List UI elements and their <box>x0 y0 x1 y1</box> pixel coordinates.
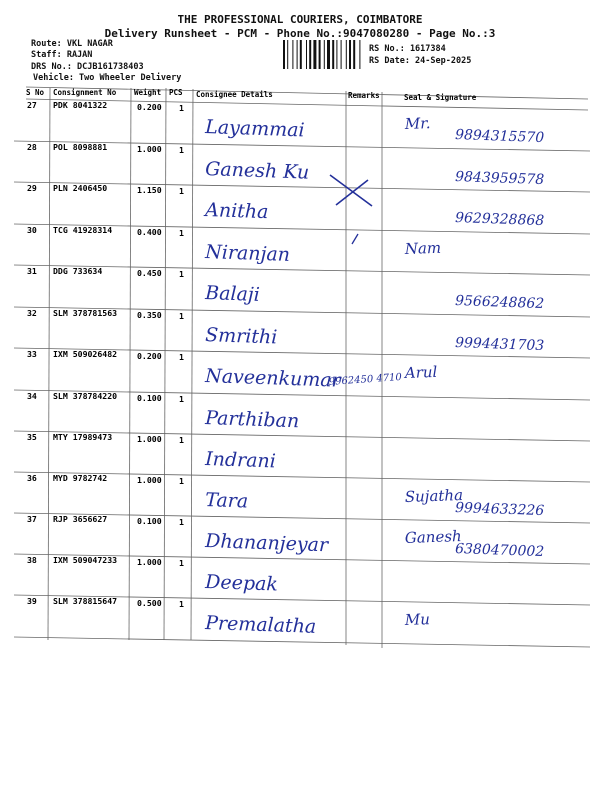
signature-handwritten: Mu <box>404 610 431 629</box>
col-header-consignment: Consignment No <box>53 88 117 97</box>
row-pcs: 1 <box>179 186 184 196</box>
consignee-name-handwritten: Layammai <box>204 116 305 142</box>
rs-date: RS Date: 24-Sep-2025 <box>369 56 472 66</box>
consignee-name-handwritten: Ganesh Ku <box>204 158 310 184</box>
row-weight: 0.500 <box>137 598 162 608</box>
drs-label: DRS No.: DCJB161738403 <box>31 62 144 72</box>
row-weight: 0.100 <box>137 516 162 526</box>
runsheet-subtitle: Delivery Runsheet - PCM - Phone No.:9047080280 - Page No.:3 <box>104 27 496 40</box>
row-sno: 27 <box>27 100 37 110</box>
row-sno: 37 <box>27 514 37 524</box>
row-consignment: IXM 509026482 <box>53 349 118 359</box>
row-sno: 33 <box>27 349 37 359</box>
row-sno: 28 <box>27 142 37 152</box>
consignee-name-handwritten: Dhananjeyar <box>204 530 329 557</box>
row-weight: 0.450 <box>137 268 162 278</box>
row-pcs: 1 <box>179 517 184 527</box>
row-sno: 31 <box>27 266 37 276</box>
row-sno: 32 <box>27 308 37 318</box>
column-rule <box>129 88 131 640</box>
row-consignment: SLM 378784220 <box>53 391 118 401</box>
consignee-name-handwritten: Premalatha <box>204 612 317 638</box>
col-header-seal: Seal & Signature <box>404 93 477 102</box>
consignee-name-handwritten: Deepak <box>204 571 279 596</box>
row-consignment: PDK 8041322 <box>53 100 108 110</box>
scribble-mark <box>330 175 372 206</box>
table-row <box>27 100 545 146</box>
row-pcs: 1 <box>179 435 184 445</box>
remark-note: 9962450 4710 <box>328 371 403 388</box>
consignee-name-handwritten: Tara <box>204 489 249 513</box>
consignee-name-handwritten: Balaji <box>204 282 261 306</box>
consignee-name-handwritten: Indrani <box>204 448 277 473</box>
vehicle-label: Vehicle: Two Wheeler Delivery <box>33 73 182 83</box>
row-sno: 30 <box>27 225 37 235</box>
row-pcs: 1 <box>179 352 184 362</box>
table-row <box>27 432 276 472</box>
row-consignment: POL 8098881 <box>53 142 108 152</box>
company-title: THE PROFESSIONAL COURIERS, COIMBATORE <box>177 13 423 26</box>
row-weight: 1.000 <box>137 144 162 154</box>
consignee-name-handwritten: Niranjan <box>204 241 291 266</box>
phone-handwritten: 9894315570 <box>454 127 545 147</box>
phone-handwritten: 9629328868 <box>454 210 545 230</box>
rs-number: RS No.: 1617384 <box>369 44 446 54</box>
header-bottom-rule <box>26 99 588 110</box>
row-weight: 1.000 <box>137 475 162 485</box>
row-weight: 0.200 <box>137 351 162 361</box>
row-pcs: 1 <box>179 599 184 609</box>
phone-handwritten: 6380470002 <box>454 541 545 561</box>
row-consignment: RJP 3656627 <box>53 514 108 524</box>
staff-label: Staff: RAJAN <box>31 50 93 60</box>
row-weight: 0.200 <box>137 102 162 112</box>
table-row <box>27 349 438 392</box>
tick-mark <box>352 234 358 244</box>
row-pcs: 1 <box>179 311 184 321</box>
row-consignment: SLM 378781563 <box>53 308 118 318</box>
signature-handwritten: Sujatha <box>404 485 464 506</box>
row-sno: 35 <box>27 432 37 442</box>
row-sno: 38 <box>27 555 37 565</box>
row-pcs: 1 <box>179 103 184 113</box>
route-label: Route: VKL NAGAR <box>31 39 113 49</box>
consignee-name-handwritten: Smrithi <box>204 324 278 349</box>
row-weight: 1.150 <box>137 185 162 195</box>
row-weight: 0.350 <box>137 310 162 320</box>
signature-handwritten: Ganesh <box>404 527 462 547</box>
row-weight: 1.000 <box>137 557 162 567</box>
row-pcs: 1 <box>179 269 184 279</box>
column-rule <box>48 88 50 640</box>
col-header-consignee: Consignee Details <box>196 90 273 99</box>
phone-handwritten: 9994431703 <box>454 335 545 355</box>
row-weight: 0.400 <box>137 227 162 237</box>
row-sno: 34 <box>27 391 37 401</box>
consignee-name-handwritten: Anitha <box>204 199 269 224</box>
row-consignment: MTY 17989473 <box>53 432 113 442</box>
row-pcs: 1 <box>179 476 184 486</box>
table-row <box>27 391 300 432</box>
col-header-pcs: PCS <box>169 88 183 97</box>
row-consignment: MYD 9782742 <box>53 473 108 483</box>
row-consignment: TCG 41928314 <box>53 225 113 235</box>
phone-handwritten: 9994633226 <box>454 500 545 520</box>
row-sno: 36 <box>27 473 37 483</box>
table-row <box>27 596 430 638</box>
row-pcs: 1 <box>179 145 184 155</box>
table-rows <box>27 100 545 638</box>
row-pcs: 1 <box>179 228 184 238</box>
row-sno: 29 <box>27 183 37 193</box>
row-consignment: DDG 733634 <box>53 266 103 276</box>
row-rule <box>14 637 590 647</box>
row-weight: 0.100 <box>137 393 162 403</box>
col-header-sno: S No <box>26 88 45 97</box>
col-header-weight: Weight <box>134 88 162 97</box>
phone-handwritten: 9566248862 <box>454 293 545 313</box>
signature-handwritten: Nam <box>404 238 442 258</box>
signature-handwritten: Mr. <box>404 114 431 133</box>
col-header-remarks: Remarks <box>348 91 380 100</box>
consignee-name-handwritten: Naveenkumar <box>204 365 342 392</box>
row-pcs: 1 <box>179 558 184 568</box>
signature-handwritten: Arul <box>404 362 438 382</box>
row-consignment: PLN 2406450 <box>53 183 108 193</box>
consignee-name-handwritten: Parthiban <box>204 407 300 433</box>
row-consignment: SLM 378815647 <box>53 596 118 606</box>
row-weight: 1.000 <box>137 434 162 444</box>
table-row <box>27 225 441 266</box>
phone-handwritten: 9843959578 <box>454 169 545 189</box>
row-consignment: IXM 509047233 <box>53 555 118 565</box>
table-row <box>27 555 278 596</box>
row-sno: 39 <box>27 596 37 606</box>
column-rule <box>164 88 166 640</box>
row-pcs: 1 <box>179 394 184 404</box>
